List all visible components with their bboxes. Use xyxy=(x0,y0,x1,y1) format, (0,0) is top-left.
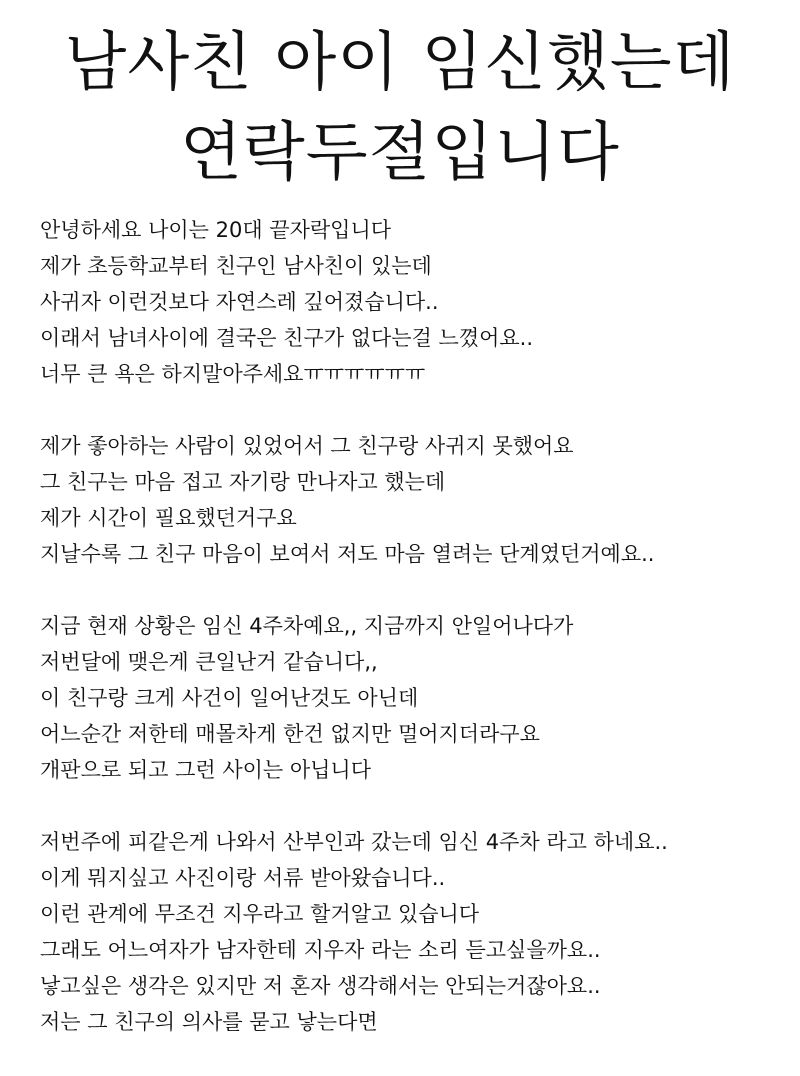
body-line: 개판으로 되고 그런 사이는 아닙니다 xyxy=(40,758,371,782)
body-line: 사귀자 이런것보다 자연스레 깊어졌습니다.. xyxy=(40,290,439,314)
body-line: 이래서 남녀사이에 결국은 친구가 없다는걸 느꼈어요.. xyxy=(40,326,534,350)
paragraph xyxy=(40,212,790,392)
body-line: 너무 큰 욕은 하지말아주세요ㅠㅠㅠㅠㅠㅠ xyxy=(40,362,426,386)
body-line: 그 친구는 마음 접고 자기랑 만나자고 했는데 xyxy=(40,470,446,494)
body-line: 낳고싶은 생각은 있지만 저 혼자 생각해서는 안되는거잖아요.. xyxy=(40,974,601,998)
body-line: 제가 시간이 필요했던거구요 xyxy=(40,506,297,530)
post-body xyxy=(40,212,790,1076)
body-line: 안녕하세요 나이는 20대 끝자락입니다 xyxy=(40,218,392,242)
paragraph xyxy=(40,824,790,1040)
body-line: 어느순간 저한테 매몰차게 한건 없지만 멀어지더라구요 xyxy=(40,722,540,746)
body-line: 이게 뭐지싶고 사진이랑 서류 받아왔습니다.. xyxy=(40,866,446,890)
body-line: 이런 관계에 무조건 지우라고 할거알고 있습니다 xyxy=(40,902,480,926)
paragraph xyxy=(40,608,790,788)
title-line: 연락두절입니다 xyxy=(180,116,620,190)
post-title xyxy=(0,18,800,198)
body-line: 저번달에 맺은게 큰일난거 같습니다,, xyxy=(40,650,378,674)
body-line: 지날수록 그 친구 마음이 보여서 저도 마음 열려는 단계였던거예요.. xyxy=(40,542,655,566)
body-line: 지금 현재 상황은 임신 4주차예요,, 지금까지 안일어나다가 xyxy=(40,614,574,638)
paragraph xyxy=(40,428,790,572)
title-line: 남사친 아이 임신했는데 xyxy=(64,26,736,100)
body-line: 제가 좋아하는 사람이 있었어서 그 친구랑 사귀지 못했어요 xyxy=(40,434,574,458)
body-line: 저는 그 친구의 의사를 묻고 낳는다면 xyxy=(40,1010,378,1034)
body-line: 이 친구랑 크게 사건이 일어난것도 아닌데 xyxy=(40,686,419,710)
body-line: 제가 초등학교부터 친구인 남사친이 있는데 xyxy=(40,254,432,278)
body-line: 그래도 어느여자가 남자한테 지우자 라는 소리 듣고싶을까요.. xyxy=(40,938,601,962)
body-line: 저번주에 피같은게 나와서 산부인과 갔는데 임신 4주차 라고 하네요.. xyxy=(40,830,668,854)
